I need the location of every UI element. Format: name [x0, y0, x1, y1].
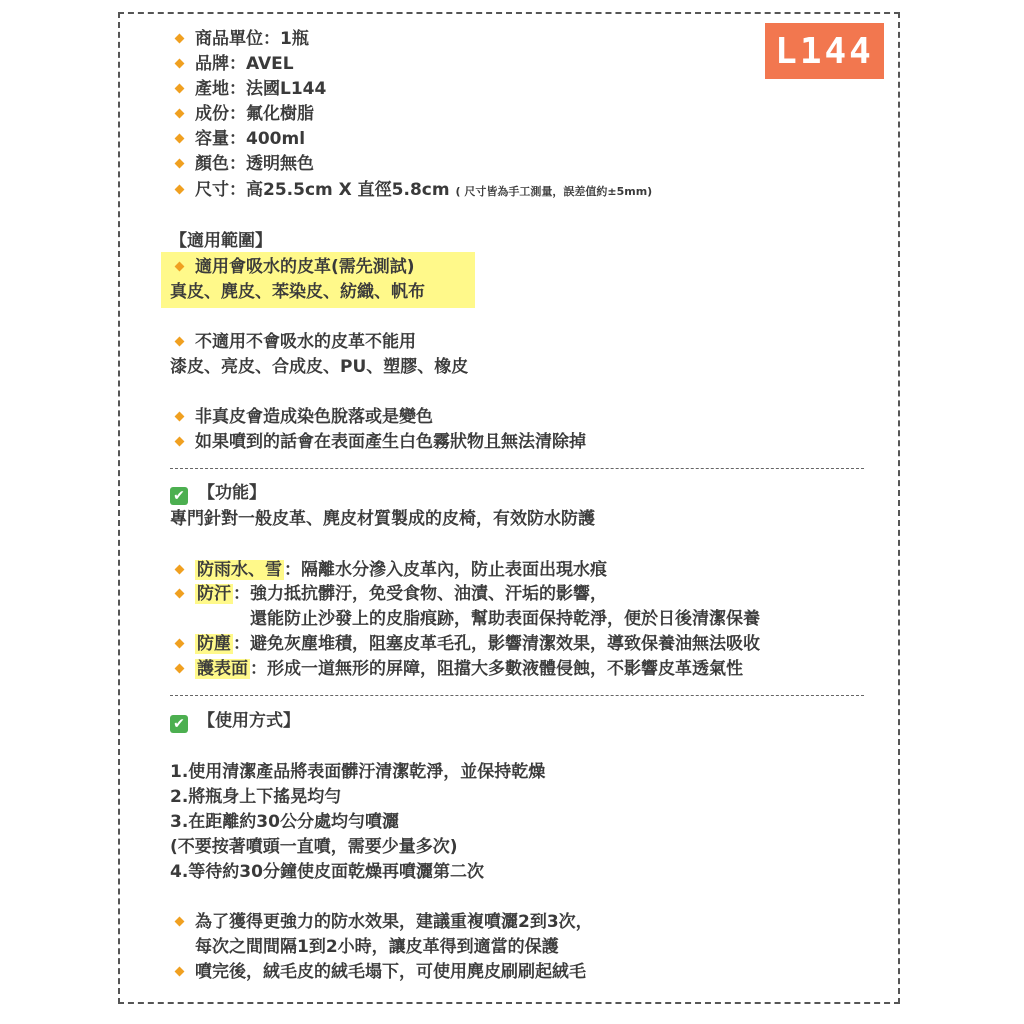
- function-header: ✔ 【功能】: [170, 481, 266, 505]
- warning-white-fog: 如果噴到的話會在表面產生白色霧狀物且無法清除掉: [170, 430, 586, 454]
- diamond-bullet-icon: [175, 966, 185, 976]
- spec-size: 尺寸：高25.5cm X 直徑5.8cm ( 尺寸皆為手工測量，誤差值約±5mm): [170, 178, 652, 204]
- diamond-bullet-icon: [175, 108, 185, 118]
- diamond-bullet-icon: [175, 588, 185, 598]
- usage-step: 1.使用清潔產品將表面髒汙清潔乾淨，並保持乾燥: [170, 762, 546, 782]
- spec-brand: 品牌：AVEL: [170, 52, 294, 76]
- diamond-bullet-icon: [175, 411, 185, 421]
- diamond-bullet-icon: [175, 58, 185, 68]
- product-code-badge: L144: [765, 23, 884, 79]
- usage-tip-repeat-cont: 每次之間間隔1到2小時，讓皮革得到適當的保護: [195, 937, 559, 957]
- scope-header: 【適用範圍】: [170, 231, 272, 251]
- diamond-bullet-icon: [175, 133, 185, 143]
- usage-step: 3.在距離約30公分處均勻噴灑: [170, 812, 399, 832]
- diamond-bullet-icon: [175, 436, 185, 446]
- feature-sweat: 防汗 ：強力抵抗髒汙，免受食物、油漬、汗垢的影響，: [170, 582, 607, 606]
- usage-header: ✔ 【使用方式】: [170, 709, 300, 733]
- diamond-bullet-icon: [175, 184, 185, 194]
- diamond-bullet-icon: [175, 916, 185, 926]
- unsuitable-title: 不適用不會吸水的皮革不能用: [170, 330, 416, 354]
- diamond-bullet-icon: [175, 638, 185, 648]
- suitable-title: 適用會吸水的皮革(需先測試): [170, 255, 415, 279]
- size-note: ( 尺寸皆為手工測量，誤差值約±5mm): [455, 185, 653, 198]
- feature-sweat-cont: 還能防止沙發上的皮脂痕跡，幫助表面保持乾淨，便於日後清潔保養: [250, 609, 760, 629]
- function-intro: 專門針對一般皮革、麂皮材質製成的皮椅，有效防水防護: [170, 509, 595, 529]
- spec-ingredient: 成份：氟化樹脂: [170, 102, 314, 126]
- spec-volume: 容量：400ml: [170, 127, 305, 151]
- diamond-bullet-icon: [175, 261, 185, 271]
- diamond-bullet-icon: [175, 663, 185, 673]
- feature-dust: 防塵 ：避免灰塵堆積，阻塞皮革毛孔，影響清潔效果，導致保養油無法吸收: [170, 632, 760, 656]
- section-divider: [170, 695, 864, 696]
- feature-rain-snow: 防雨水、雪 ：隔離水分滲入皮革內，防止表面出現水痕: [170, 558, 607, 582]
- feature-surface: 護表面 ：形成一道無形的屏障，阻擋大多數液體侵蝕，不影響皮革透氣性: [170, 657, 743, 681]
- usage-step-note: (不要按著噴頭一直噴，需要少量多次): [170, 837, 458, 857]
- diamond-bullet-icon: [175, 564, 185, 574]
- spec-unit: 商品單位：1瓶: [170, 27, 309, 51]
- diamond-bullet-icon: [175, 33, 185, 43]
- usage-tip-brush: 噴完後，絨毛皮的絨毛塌下，可使用麂皮刷刷起絨毛: [170, 960, 586, 984]
- unsuitable-items: 漆皮、亮皮、合成皮、PU、塑膠、橡皮: [170, 357, 469, 377]
- usage-step: 2.將瓶身上下搖晃均勻: [170, 787, 342, 807]
- spec-origin: 產地：法國L144: [170, 77, 326, 101]
- section-divider: [170, 468, 864, 469]
- warning-discolor: 非真皮會造成染色脫落或是變色: [170, 405, 433, 429]
- diamond-bullet-icon: [175, 158, 185, 168]
- check-mark-icon: ✔: [170, 487, 188, 505]
- suitable-items: 真皮、麂皮、苯染皮、紡織、帆布: [170, 282, 425, 302]
- diamond-bullet-icon: [175, 83, 185, 93]
- usage-step: 4.等待約30分鐘使皮面乾燥再噴灑第二次: [170, 862, 484, 882]
- check-mark-icon: ✔: [170, 715, 188, 733]
- diamond-bullet-icon: [175, 336, 185, 346]
- spec-color: 顏色：透明無色: [170, 152, 314, 176]
- usage-tip-repeat: 為了獲得更強力的防水效果，建議重複噴灑2到3次，: [170, 910, 593, 934]
